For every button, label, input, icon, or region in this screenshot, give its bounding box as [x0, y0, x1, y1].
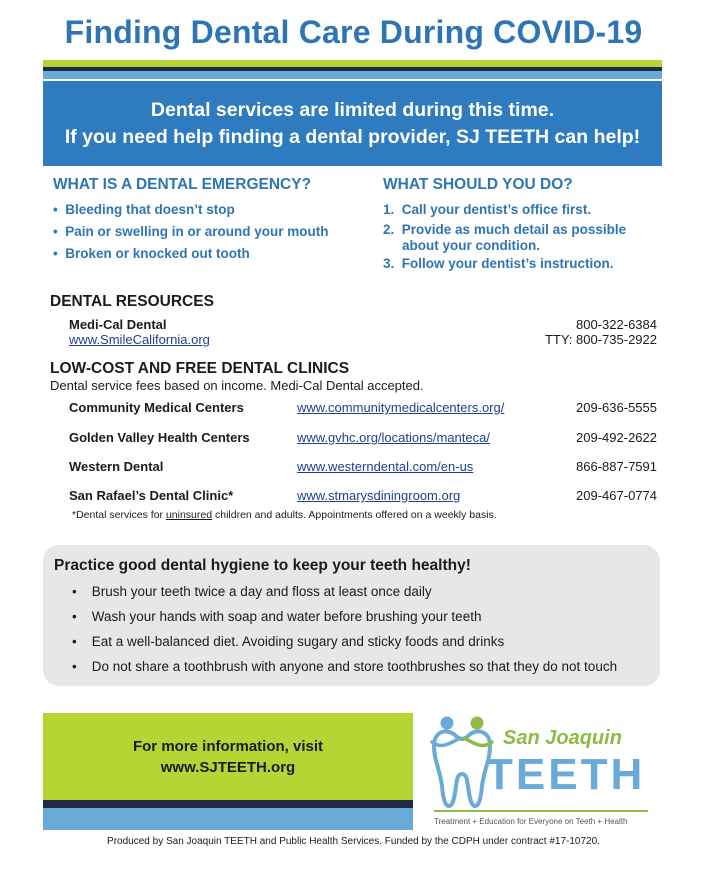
list-item: • Broken or knocked out tooth: [53, 246, 250, 261]
todo-heading: WHAT SHOULD YOU DO?: [383, 176, 573, 193]
more-info-url[interactable]: www.SJTEETH.org: [160, 758, 296, 776]
clinic-name: Community Medical Centers: [69, 400, 244, 415]
clinic-phone: 866-887-7591: [576, 459, 657, 474]
clinics-heading: LOW-COST AND FREE DENTAL CLINICS: [50, 360, 350, 377]
clinic-phone: 209-467-0774: [576, 488, 657, 503]
clinic-name: Golden Valley Health Centers: [69, 430, 250, 445]
light-blue-stripe: [43, 71, 662, 79]
emergency-heading: WHAT IS A DENTAL EMERGENCY?: [53, 176, 312, 193]
clinic-phone: 209-492-2622: [576, 430, 657, 445]
clinic-url[interactable]: www.stmarysdiningroom.org: [297, 488, 461, 503]
clinic-phone: 209-636-5555: [576, 400, 657, 415]
list-item: • Eat a well-balanced diet. Avoiding sugary and sticky foods and drinks: [72, 634, 505, 649]
clinics-footnote: *Dental services for uninsured children and adults. Appointments offered on a weekly basis.: [72, 509, 497, 521]
banner-line-2: If you need help finding a dental provider, SJ TEETH can help!: [64, 125, 641, 148]
list-item: • Pain or swelling in or around your mouth: [53, 224, 329, 239]
banner-line-1: Dental services are limited during this time.: [150, 98, 555, 121]
clinic-name: Western Dental: [69, 459, 164, 474]
logo-name-top: San Joaquin: [503, 727, 622, 749]
list-item: • Brush your teeth twice a day and floss at least once daily: [72, 584, 432, 599]
resource-phone: 800-322-6384: [576, 317, 657, 332]
list-item: • Wash your hands with soap and water before brushing your teeth: [72, 609, 482, 624]
clinic-url[interactable]: www.gvhc.org/locations/manteca/: [297, 430, 490, 445]
logo-name-main: TEETH: [486, 750, 646, 799]
more-info-box: [43, 713, 413, 800]
list-item: 1. Call your dentist’s office first.: [383, 202, 592, 217]
resource-link[interactable]: www.SmileCalifornia.org: [69, 332, 210, 347]
more-info-text: For more information, visit: [132, 737, 324, 755]
navy-stripe-bottom: [43, 800, 413, 808]
list-item: • Bleeding that doesn’t stop: [53, 202, 235, 217]
page-title: Finding Dental Care During COVID-19: [64, 14, 643, 50]
light-blue-stripe-bottom: [43, 808, 413, 830]
clinic-url[interactable]: www.communitymedicalcenters.org/: [297, 400, 505, 415]
lime-stripe: [43, 60, 662, 67]
clinics-subtitle: Dental service fees based on income. Medi-Cal Dental accepted.: [50, 378, 424, 393]
logo-tagline: Treatment + Education for Everyone on Teeth + Health: [434, 817, 628, 826]
list-item: • Do not share a toothbrush with anyone and store toothbrushes so that they do not touch: [72, 659, 618, 674]
resource-name: Medi-Cal Dental: [69, 317, 167, 332]
resources-heading: DENTAL RESOURCES: [50, 293, 214, 310]
clinic-name: San Rafael’s Dental Clinic*: [69, 488, 234, 503]
list-item-continued: about your condition.: [402, 238, 540, 253]
hygiene-heading: Practice good dental hygiene to keep your teeth healthy!: [54, 557, 471, 574]
info-banner: [43, 81, 662, 166]
clinic-url[interactable]: www.westerndental.com/en-us: [297, 459, 474, 474]
list-item: 3. Follow your dentist’s instruction.: [383, 256, 614, 271]
footer-credit: Produced by San Joaquin TEETH and Public Health Services. Funded by the CDPH under contract #17-10720.: [107, 836, 600, 847]
list-item: 2. Provide as much detail as possible: [383, 222, 627, 237]
resource-tty: TTY: 800-735-2922: [544, 332, 657, 347]
